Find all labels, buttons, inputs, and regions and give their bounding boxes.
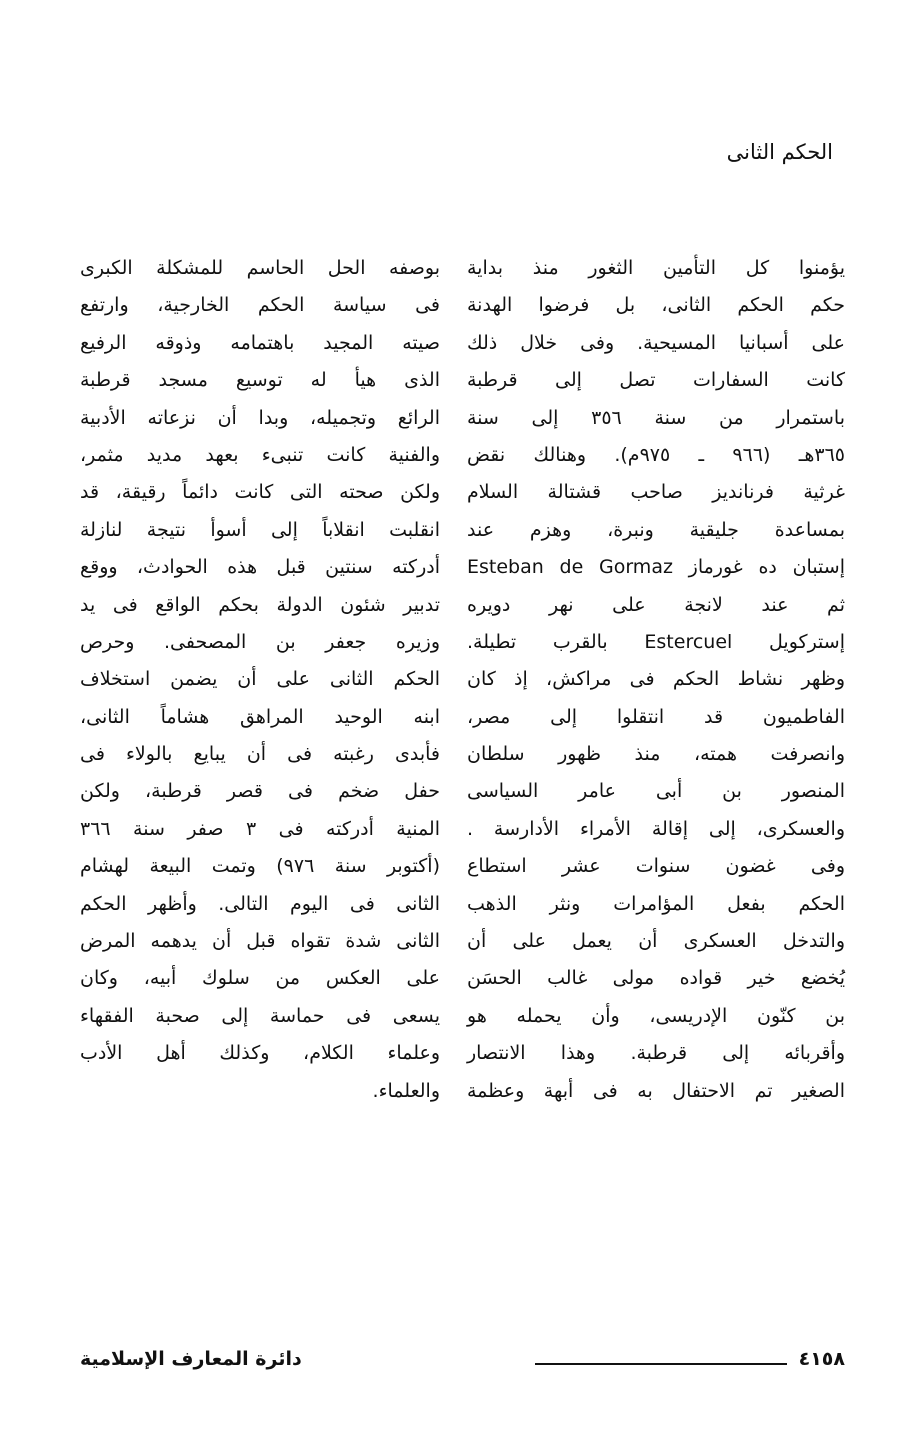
text-line: كانت السفارات تصل إلى قرطبة bbox=[467, 369, 845, 392]
left-column bbox=[80, 250, 440, 1110]
text-line: إستبان ده غورماز Esteban de Gormaz bbox=[467, 556, 845, 579]
text-line: المنصور بن أبى عامر السياسى bbox=[467, 780, 845, 803]
text-line: الحكم الثانى على أن يضمن استخلاف bbox=[80, 668, 440, 691]
text-line: ثم عند لانجة على نهر دويره bbox=[467, 593, 845, 616]
text-line: على العكس من سلوك أبيه، وكان bbox=[80, 967, 440, 990]
text-line: ولكن صحته التى كانت دائماً رقيقة، قد bbox=[80, 481, 440, 504]
right-column bbox=[467, 250, 845, 1110]
text-line: وظهر نشاط الحكم فى مراكش، إذ كان bbox=[467, 668, 845, 691]
text-line: المنية أدركته فى ٣ صفر سنة ٣٦٦ bbox=[80, 817, 440, 840]
text-line: بن كنّون الإدريسى، وأن يحمله هو bbox=[467, 1004, 845, 1027]
text-line: ٣٦٥هـ (٩٦٦ ـ ٩٧٥م). وهنالك نقض bbox=[467, 443, 845, 466]
text-line: الرائع وتجميله، وبدا أن نزعاته الأدبية bbox=[80, 406, 440, 429]
text-line: على أسبانيا المسيحية. وفى خلال ذلك bbox=[467, 331, 845, 354]
text-line: إستركويل Estercuel بالقرب تطيلة. bbox=[467, 630, 845, 653]
page-footer bbox=[80, 1348, 845, 1378]
text-line: يؤمنوا كل التأمين الثغور منذ بداية bbox=[467, 257, 845, 279]
text-line: وأقربائه إلى قرطبة. وهذا الانتصار bbox=[467, 1042, 845, 1065]
text-line: وانصرفت همته، منذ ظهور سلطان bbox=[467, 743, 845, 766]
text-line: والعسكرى، إلى إقالة الأمراء الأدارسة . bbox=[467, 817, 845, 840]
running-header: الحكم الثانى bbox=[726, 140, 833, 164]
text-line: (أكتوبر سنة ٩٧٦) وتمت البيعة لهشام bbox=[80, 855, 440, 878]
text-line: حفل ضخم فى قصر قرطبة، ولكن bbox=[80, 780, 440, 803]
text-line: حكم الحكم الثانى، بل فرضوا الهدنة bbox=[467, 294, 845, 317]
text-line: باستمرار من سنة ٣٥٦ إلى سنة bbox=[467, 406, 845, 429]
text-line: انقلبت انقلاباً إلى أسوأ نتيجة لنازلة bbox=[80, 518, 440, 541]
text-line: غرثية فرنانديز صاحب قشتالة السلام bbox=[467, 481, 845, 504]
text-line: وعلماء الكلام، وكذلك أهل الأدب bbox=[80, 1042, 440, 1065]
text-line: الفاطميون قد انتقلوا إلى مصر، bbox=[467, 705, 845, 728]
text-line: صيته المجيد باهتمامه وذوقه الرفيع bbox=[80, 331, 440, 354]
text-line: الثانى فى اليوم التالى. وأظهر الحكم bbox=[80, 892, 440, 915]
text-line: تدبير شئون الدولة بحكم الواقع فى يد bbox=[80, 593, 440, 616]
journal-title: دائرة المعارف الإسلامية bbox=[80, 1348, 302, 1370]
text-line: والتدخل العسكرى أن يعمل على أن bbox=[467, 930, 845, 953]
text-line: الذى هيأ له توسيع مسجد قرطبة bbox=[80, 369, 440, 392]
text-line: والفنية كانت تنبىء بعهد مديد مثمر، bbox=[80, 443, 440, 466]
text-line: يُخضع خير قواده مولى غالب الحسَن bbox=[467, 967, 845, 990]
text-line: فى سياسة الحكم الخارجية، وارتفع bbox=[80, 294, 440, 317]
page-number: ٤١٥٨ bbox=[798, 1348, 845, 1370]
text-line: أدركته سنتين قبل هذه الحوادث، ووقع bbox=[80, 556, 440, 579]
text-line: الحكم بفعل المؤامرات ونثر الذهب bbox=[467, 892, 845, 915]
footer-rule bbox=[535, 1363, 787, 1365]
text-line: يسعى فى حماسة إلى صحبة الفقهاء bbox=[80, 1004, 440, 1027]
text-line: بمساعدة جليقية ونبرة، وهزم عند bbox=[467, 518, 845, 541]
text-line: بوصفه الحل الحاسم للمشكلة الكبرى bbox=[80, 257, 440, 279]
text-line: وزيره جعفر بن المصحفى. وحرص bbox=[80, 630, 440, 653]
text-line: فأبدى رغبته فى أن يبايع بالولاء فى bbox=[80, 743, 440, 766]
text-line: الثانى شدة تقواه قبل أن يدهمه المرض bbox=[80, 930, 440, 953]
text-line: ابنه الوحيد المراهق هشاماً الثانى، bbox=[80, 705, 440, 728]
text-line: وفى غضون سنوات عشر استطاع bbox=[467, 855, 845, 878]
text-line: والعلماء. bbox=[372, 1079, 440, 1102]
text-line: الصغير تم الاحتفال به فى أبهة وعظمة bbox=[467, 1079, 845, 1102]
